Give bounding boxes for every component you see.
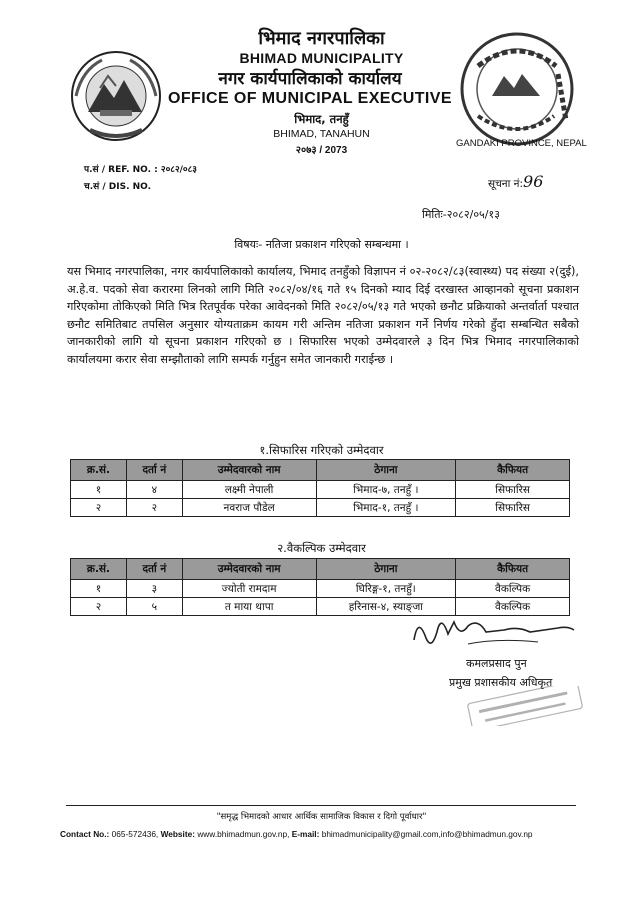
table-row: १ ३ ज्योती रामदाम घिरिङ्ग-१, तनहुँ। वैकल्पिक — [71, 580, 570, 598]
subject-line: विषयः- नतिजा प्रकाशन गरिएको सम्बन्धमा । — [234, 238, 409, 251]
name-stamp — [465, 686, 585, 726]
footer-slogan: "समृद्ध भिमादको आधार आर्थिक सामाजिक विकास र दिगो पूर्वाधार" — [216, 812, 427, 822]
reference-number: प.सं / REF. NO. : २०८२/०८३ — [84, 165, 197, 175]
col-reg-no: दर्ता नं — [126, 460, 182, 481]
email-link[interactable]: bhimadmunicipality@gmail.com,info@bhimadmun.gov.np — [321, 829, 533, 839]
table-row: २ ५ त माया थापा हरिनास-४, स्याङ्जा वैकल्पिक — [71, 598, 570, 616]
col-reg-no: दर्ता नं — [126, 559, 182, 580]
col-name: उम्मेदवारको नाम — [182, 559, 316, 580]
footer-contact: Contact No.: 065-572436, Website: www.bhimadmun.gov.np, E-mail: bhimadmunicipality@gmail.com,info@bhimadmun.gov.np — [60, 829, 533, 839]
notice-date: मितिः-२०८२/०५/१३ — [422, 208, 500, 221]
office-seal-stamp — [458, 30, 576, 148]
table-row: १ ४ लक्ष्मी नेपाली भिमाद-७, तनहुँ । सिफारिस — [71, 481, 570, 499]
alternate-section-title: २.वैकल्पिक उम्मेदवार — [277, 541, 366, 555]
office-name-nepali: नगर कार्यपालिकाको कार्यालय — [218, 69, 402, 89]
notice-number: सूचना नं:96 — [488, 172, 544, 191]
office-name-english: OFFICE OF MUNICIPAL EXECUTIVE — [168, 90, 452, 107]
municipality-name-nepali: भिमाद नगरपालिका — [258, 28, 385, 49]
col-sn: क्र.सं. — [71, 559, 127, 580]
place-english: BHIMAD, TANAHUN — [273, 128, 370, 140]
col-sn: क्र.सं. — [71, 460, 127, 481]
signer-name: कमलप्रसाद पुन — [466, 657, 527, 670]
table-header-row — [71, 460, 570, 481]
col-address: ठेगाना — [316, 460, 456, 481]
place-nepali: भिमाद, तनहुँ — [294, 112, 349, 126]
notice-body: यस भिमाद नगरपालिका, नगर कार्यपालिकाको कार्यालय, भिमाद तनहुँको विज्ञापन नं ०२-२०८२/८३(स्वास्थ्य) पद संख्या २(दुई), अ.हे.व. पदको सेवा करारमा लिनको लागि मिति २०८२/०४/१६ गते १५ दिनको म्याद दिई दरखास्त आव्हानको सूचना प्रकाशन गरिएकोमा तोकिएको मिति भित्र रितपूर्वक परेका आवेदनको मिति २०८२/०५/१३ गते भएको छनौट प्रक्रियाको अन्तर्वार्ता पश्चात छनौट समितिबाट तपसिल अनुसार योग्यताक्रम कायम गरी अन्तिम नतिजा प्रकाशन गर्ने निर्णय गरेको हुँदा सम्बन्धित सबैको जानकारीको लागि यो सूचना प्रकाशन गरिएको छ । सिफारिस भएको उम्मेदवारले ३ दिन भित्र भिमाद नगरपालिकाको कार्यालयमा करार सेवा सम्झौताको लागि सम्पर्क गर्नुहुन समेत जानकारी गराईन्छ । — [67, 265, 579, 366]
col-remarks: कैफियत — [456, 559, 570, 580]
recommended-table — [70, 459, 570, 517]
dispatch-number: च.सं / DIS. NO. — [84, 182, 152, 192]
col-name: उम्मेदवारको नाम — [182, 460, 316, 481]
notice-number-value: 96 — [523, 172, 544, 191]
footer-divider — [66, 805, 576, 806]
recommended-section-title: १.सिफारिस गरिएको उम्मेदवार — [259, 443, 384, 457]
handwritten-signature — [408, 608, 578, 658]
contact-number: 065-572436, — [111, 829, 159, 839]
table-header-row — [71, 559, 570, 580]
col-remarks: कैफियत — [456, 460, 570, 481]
signer-designation: प्रमुख प्रशासकीय अधिकृत — [449, 676, 553, 689]
website-link[interactable]: www.bhimadmun.gov.np, — [197, 829, 290, 839]
table-row: २ २ नवराज पौडेल भिमाद-१, तनहुँ । सिफारिस — [71, 499, 570, 517]
province-label: GANDAKI PROVINCE, NEPAL — [456, 138, 587, 149]
col-address: ठेगाना — [316, 559, 456, 580]
municipality-name-english: BHIMAD MUNICIPALITY — [239, 50, 404, 66]
established-year: २०७३ / 2073 — [295, 145, 348, 156]
